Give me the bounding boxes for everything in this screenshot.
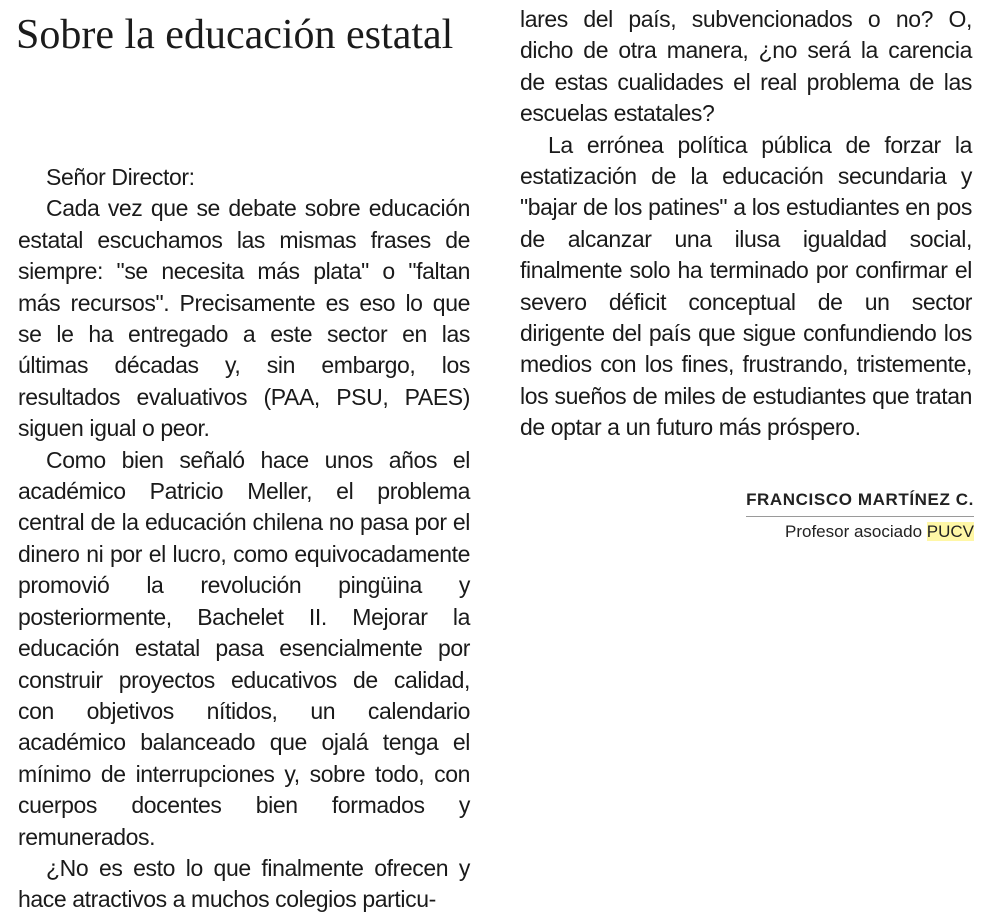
signature-block [746, 488, 974, 545]
greeting: Señor Director: [46, 164, 195, 190]
institution-highlight: PUCV [926, 522, 974, 541]
paragraph-3-continued: lares del país, subvencionados o no? O, dicho de otra manera, ¿no será la carencia de estas cualidades el real problema de las escuelas estatales? [520, 6, 972, 127]
article-title: Sobre la educación estatal [16, 12, 454, 58]
paragraph-1: Cada vez que se debate sobre educación estatal escuchamos las mismas frases de siempre: "se necesita más plata" o "faltan más recursos". Precisamente es eso lo que se le ha entregado a este sector en las últimas décadas y, sin embargo, los resultados evaluativos (PAA, PSU, PAES) siguen igual o peor. [18, 195, 470, 442]
author-role: Profesor asociado [785, 522, 923, 541]
paragraph-3: ¿No es esto lo que finalmente ofrecen y hace atractivos a muchos colegios particu- [18, 854, 470, 913]
author-affiliation [746, 517, 974, 545]
left-column [18, 162, 470, 916]
right-column [520, 4, 972, 444]
paragraph-4: La errónea política pública de forzar la estatización de la educación secundaria y "bajar de los patines" a los estudiantes en pos de alcanzar una ilusa igualdad social, finalmente solo ha terminado por confirmar el severo déficit conceptual de un sector dirigente del país que sigue confundiendo los medios con los fines, frustrando, tristemente, los sueños de miles de estudiantes que tratan de optar a un futuro más próspero. [520, 131, 972, 441]
paragraph-2: Como bien señaló hace unos años el académico Patricio Meller, el problema central de la educación chilena no pasa por el dinero ni por el lucro, como equivocadamente promovió la revolución pingüina y posteriormente, Bachelet II. Mejorar la educación estatal pasa esencialmente por construir proyectos educativos de calidad, con objetivos nítidos, un calendario académico balanceado que ojalá tenga el mínimo de interrupciones y, sobre todo, con cuerpos docentes bien formados y remunerados. [18, 446, 470, 850]
author-name: FRANCISCO MARTÍNEZ C. [746, 488, 974, 517]
